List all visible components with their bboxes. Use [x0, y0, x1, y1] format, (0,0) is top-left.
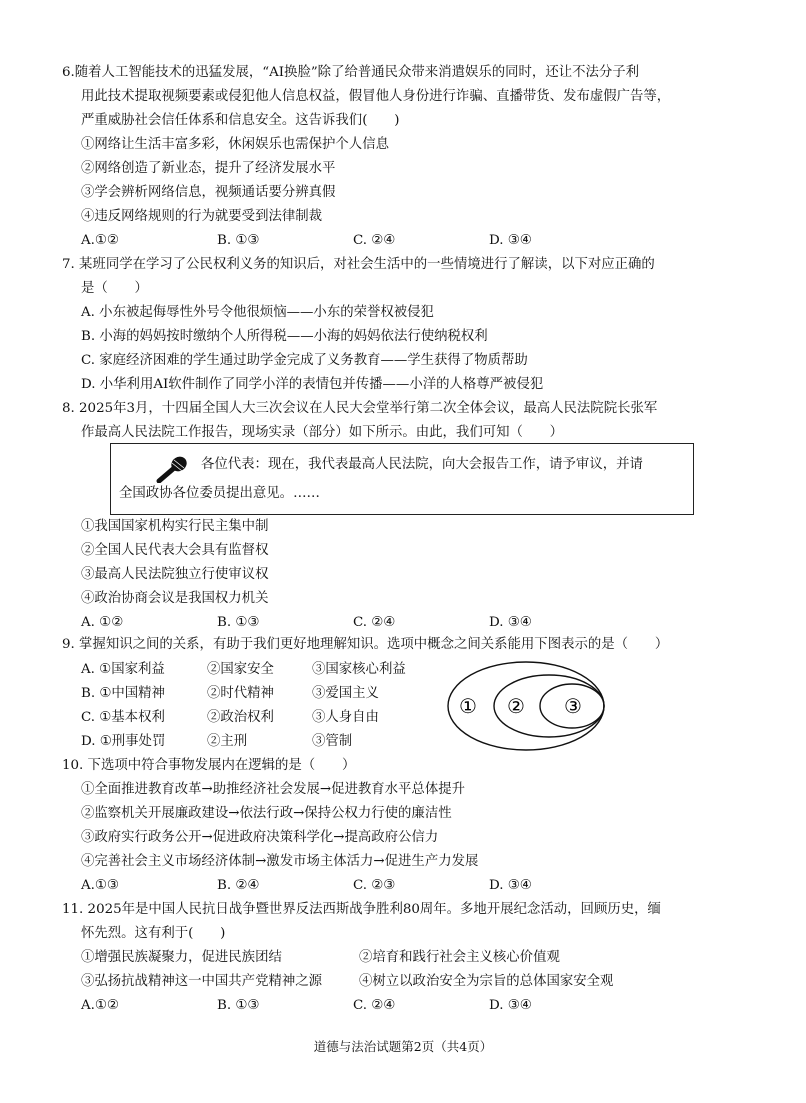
q8-option-3: ③最高人民法院独立行使审议权	[81, 567, 269, 582]
q7-option-b: B. 小海的妈妈按时缴纳个人所得税——小海的妈妈依法行使纳税权利	[81, 329, 488, 344]
q9-c-item-3: ③人身自由	[312, 710, 379, 725]
q10-option-3: ③政府实行政务公开→促进政府决策科学化→提高政府公信力	[81, 830, 439, 845]
q11-option-3: ③弘扬抗战精神这一中国共产党精神之源	[81, 974, 323, 989]
q11-stem-line-1: 11. 2025年是中国人民抗日战争暨世界反法西斯战争胜利80周年。多地开展纪念活动，回顾历史，缅	[62, 902, 661, 917]
q8-choice-b: B. ①③	[217, 615, 260, 630]
q11-choice-c: C. ②④	[353, 998, 396, 1013]
q9-a-item-1: A. ①国家利益	[81, 662, 165, 677]
q9-a-item-3: ③国家核心利益	[312, 662, 406, 677]
q8-choice-d: D. ③④	[489, 615, 532, 630]
question-6	[62, 61, 752, 253]
question-10	[62, 754, 752, 898]
q9-stem-line-1: 9. 掌握知识之间的关系，有助于我们更好地理解知识。选项中概念之间关系能用下图表示的是（ ）	[62, 637, 669, 652]
q11-options-row-1	[62, 946, 752, 970]
q7-stem-line-2: 是（ ）	[81, 281, 148, 296]
q9-d-item-3: ③管制	[312, 734, 353, 749]
q11-option-2: ②培育和践行社会主义核心价值观	[359, 950, 560, 965]
question-8-options	[62, 515, 752, 635]
q7-option-d: D. 小华利用AI软件制作了同学小洋的表情包并传播——小洋的人格尊严被侵犯	[81, 377, 544, 392]
q11-choice-a: A.①②	[81, 998, 119, 1013]
q10-option-4: ④完善社会主义市场经济体制→激发市场主体活力→促进生产力发展	[81, 854, 479, 869]
question-8	[62, 397, 752, 445]
q8-choices	[62, 611, 752, 635]
q8-quote-line-1: 各位代表：现在，我代表最高人民法院，向大会报告工作，请予审议，并请	[201, 457, 643, 472]
q9-option-b	[81, 682, 379, 706]
q6-stem-line-2: 用此技术提取视频要素或侵犯他人信息权益，假冒他人身份进行诈骗、直播带货、发布虚假广告等，	[81, 89, 671, 104]
q11-choice-d: D. ③④	[489, 998, 532, 1013]
q10-choices	[62, 874, 752, 898]
q9-c-item-1: C. ①基本权利	[81, 710, 165, 725]
q6-choices	[62, 229, 752, 253]
nested-ellipse-diagram	[446, 660, 606, 752]
q8-quote-line-2: 全国政协各位委员提出意见。……	[119, 486, 320, 501]
q11-choice-b: B. ①③	[217, 998, 260, 1013]
q10-choice-d: D. ③④	[489, 878, 532, 893]
q7-stem-line-1: 7. 某班同学在学习了公民权利义务的知识后，对社会生活中的一些情境进行了解读，以下对应正确的	[62, 257, 655, 272]
q8-choice-c: C. ②④	[353, 615, 396, 630]
microphone-icon	[153, 455, 189, 483]
q6-option-2: ②网络创造了新业态，提升了经济发展水平	[81, 161, 336, 176]
q9-option-d	[81, 730, 352, 754]
q10-choice-b: B. ②④	[217, 878, 260, 893]
q6-choice-d: D. ③④	[489, 233, 532, 248]
q6-stem-line-3: 严重威胁社会信任体系和信息安全。这告诉我们( )	[81, 113, 400, 128]
question-11	[62, 898, 752, 1018]
q11-option-4: ④树立以政治安全为宗旨的总体国家安全观	[359, 974, 614, 989]
q6-option-4: ④违反网络规则的行为就要受到法律制裁	[81, 209, 323, 224]
question-7	[62, 253, 752, 397]
q7-option-c: C. 家庭经济困难的学生通过助学金完成了义务教育——学生获得了物质帮助	[81, 353, 528, 368]
q10-option-1: ①全面推进教育改革→助推经济社会发展→促进教育水平总体提升	[81, 782, 465, 797]
q8-stem-line-1: 8. 2025年3月，十四届全国人大三次会议在人民大会堂举行第二次全体会议，最高人民法院院长张军	[62, 401, 658, 416]
q6-choice-a: A.①②	[81, 233, 119, 248]
q10-option-2: ②监察机关开展廉政建设→依法行政→保持公权力行使的廉洁性	[81, 806, 452, 821]
q6-choice-b: B. ①③	[217, 233, 260, 248]
q7-option-a: A. 小东被起侮辱性外号令他很烦恼——小东的荣誉权被侵犯	[81, 305, 434, 320]
q8-option-2: ②全国人民代表大会具有监督权	[81, 543, 269, 558]
q9-option-c	[81, 706, 379, 730]
q6-stem-line-1: 6.随着人工智能技术的迅猛发展，“AI换脸”除了给普通民众带来消遣娱乐的同时，还让不法分子利	[62, 65, 640, 80]
q8-quote-box	[110, 443, 694, 515]
q8-option-4: ④政治协商会议是我国权力机关	[81, 591, 269, 606]
q11-stem-line-2: 怀先烈。这有利于( )	[81, 926, 226, 941]
q9-d-item-2: ②主刑	[207, 734, 248, 749]
q11-options-row-2	[62, 970, 752, 994]
q9-a-item-2: ②国家安全	[207, 662, 274, 677]
q9-b-item-2: ②时代精神	[207, 686, 274, 701]
q9-b-item-3: ③爱国主义	[312, 686, 379, 701]
q9-c-item-2: ②政治权利	[207, 710, 274, 725]
q9-d-item-1: D. ①刑事处罚	[81, 734, 166, 749]
q9-b-item-1: B. ①中国精神	[81, 686, 165, 701]
venn-label-2: ②	[507, 694, 525, 718]
q10-stem-line-1: 10. 下选项中符合事物发展内在逻辑的是（ ）	[62, 758, 356, 773]
q6-option-3: ③学会辨析网络信息，视频通话要分辨真假	[81, 185, 336, 200]
q11-option-1: ①增强民族凝聚力，促进民族团结	[81, 950, 282, 965]
venn-label-1: ①	[459, 694, 477, 718]
q10-choice-c: C. ②③	[353, 878, 396, 893]
venn-label-3: ③	[564, 694, 582, 718]
q8-stem-line-2: 作最高人民法院工作报告，现场实录（部分）如下所示。由此，我们可知（ ）	[81, 425, 564, 440]
q11-choices	[62, 994, 752, 1018]
q6-choice-c: C. ②④	[353, 233, 396, 248]
page-footer: 道德与法治试题第2页（共4页）	[313, 1039, 493, 1054]
question-9	[62, 633, 752, 657]
q8-option-1: ①我国国家机构实行民主集中制	[81, 519, 269, 534]
q6-option-1: ①网络让生活丰富多彩，休闲娱乐也需保护个人信息	[81, 137, 389, 152]
q10-choice-a: A.①③	[81, 878, 119, 893]
q9-option-a	[81, 658, 406, 682]
q8-choice-a: A. ①②	[81, 615, 124, 630]
